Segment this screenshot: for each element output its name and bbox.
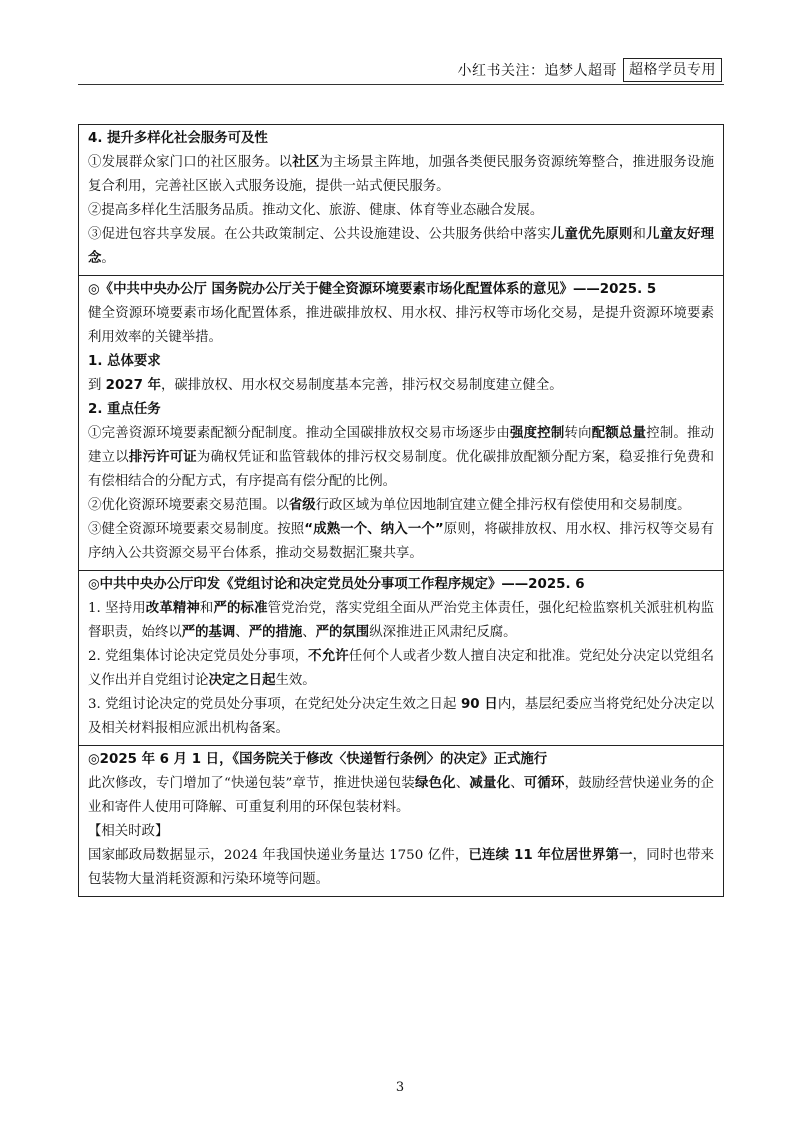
section-title: ◎中共中央办公厅印发《党组讨论和决定党员处分事项工作程序规定》——2025. 6 xyxy=(88,577,585,592)
page-number: 3 xyxy=(395,1080,405,1095)
list-item: 3. 党组讨论决定的党员处分事项，在党纪处分决定生效之日起 90 日内，基层纪委应当将党纪处分决定以及相关材料报相应派出机构备案。 xyxy=(88,697,714,736)
content-table xyxy=(78,124,724,897)
section-title: ◎2025 年 6 月 1 日，《国务院关于修改〈快递暂行条例〉的决定》正式施行 xyxy=(88,752,548,767)
paragraph: 国家邮政局数据显示，2024 年我国快递业务量达 1750 亿件，已连续 11 年位居世界第一，同时也带来包装物大量消耗资源和污染环境等问题。 xyxy=(88,848,714,887)
subheading: 2. 重点任务 xyxy=(88,402,161,417)
section-title: ◎《中共中央办公厅 国务院办公厅关于健全资源环境要素市场化配置体系的意见》——2025. 5 xyxy=(88,282,657,297)
list-item: ①完善资源环境要素配额分配制度。推动全国碳排放权交易市场逐步由强度控制转向配额总量控制。推动建立以排污许可证为确权凭证和监管载体的排污权交易制度。优化碳排放配额分配方案，稳妥推行免费和有偿相结合的分配方式，有序提高有偿分配的比例。 xyxy=(88,426,715,489)
list-item: 1. 坚持用改革精神和严的标准管党治党，落实党组全面从严治党主体责任，强化纪检监察机关派驻机构监督职责，始终以严的基调、严的措施、严的氛围纵深推进正风肃纪反腐。 xyxy=(88,601,715,640)
section-intro: 健全资源环境要素市场化配置体系，推进碳排放权、用水权、排污权等市场化交易，是提升资源环境要素利用效率的关键举措。 xyxy=(88,306,714,345)
paragraph: 此次修改，专门增加了“快递包装”章节，推进快递包装绿色化、减量化、可循环，鼓励经营快递业务的企业和寄件人使用可降解、可重复利用的环保包装材料。 xyxy=(88,776,715,815)
header-badge: 超格学员专用 xyxy=(623,58,722,82)
header-rule xyxy=(78,84,724,85)
page-header xyxy=(458,58,723,82)
section-social-services xyxy=(79,125,723,276)
section-express-delivery xyxy=(79,746,723,896)
paragraph: 到 2027 年，碳排放权、用水权交易制度基本完善，排污权交易制度建立健全。 xyxy=(88,378,563,393)
list-item: ②提高多样化生活服务品质。推动文化、旅游、健康、体育等业态融合发展。 xyxy=(88,203,544,218)
list-item: ①发展群众家门口的社区服务。以社区为主场景主阵地，加强各类便民服务资源统筹整合，推进服务设施复合利用，完善社区嵌入式服务设施，提供一站式便民服务。 xyxy=(88,155,715,194)
section-heading: 4. 提升多样化社会服务可及性 xyxy=(88,131,268,146)
subheading: 1. 总体要求 xyxy=(88,354,161,369)
section-resource-environment xyxy=(79,276,723,571)
list-item: 2. 党组集体讨论决定党员处分事项，不允许任何个人或者少数人擅自决定和批准。党纪处分决定以党组名义作出并自党组讨论决定之日起生效。 xyxy=(88,649,715,688)
related-news-label: 【相关时政】 xyxy=(88,824,169,839)
list-item: ③健全资源环境要素交易制度。按照“成熟一个、纳入一个”原则，将碳排放权、用水权、排污权等交易有序纳入公共资源交易平台体系，推动交易数据汇聚共享。 xyxy=(88,522,715,561)
section-party-discipline xyxy=(79,571,723,746)
list-item: ②优化资源环境要素交易范围。以省级行政区域为单位因地制宜建立健全排污权有偿使用和交易制度。 xyxy=(88,498,691,513)
list-item: ③促进包容共享发展。在公共政策制定、公共设施建设、公共服务供给中落实儿童优先原则和儿童友好理念。 xyxy=(88,227,715,266)
header-note: 小红书关注：追梦人超哥 xyxy=(457,63,617,79)
